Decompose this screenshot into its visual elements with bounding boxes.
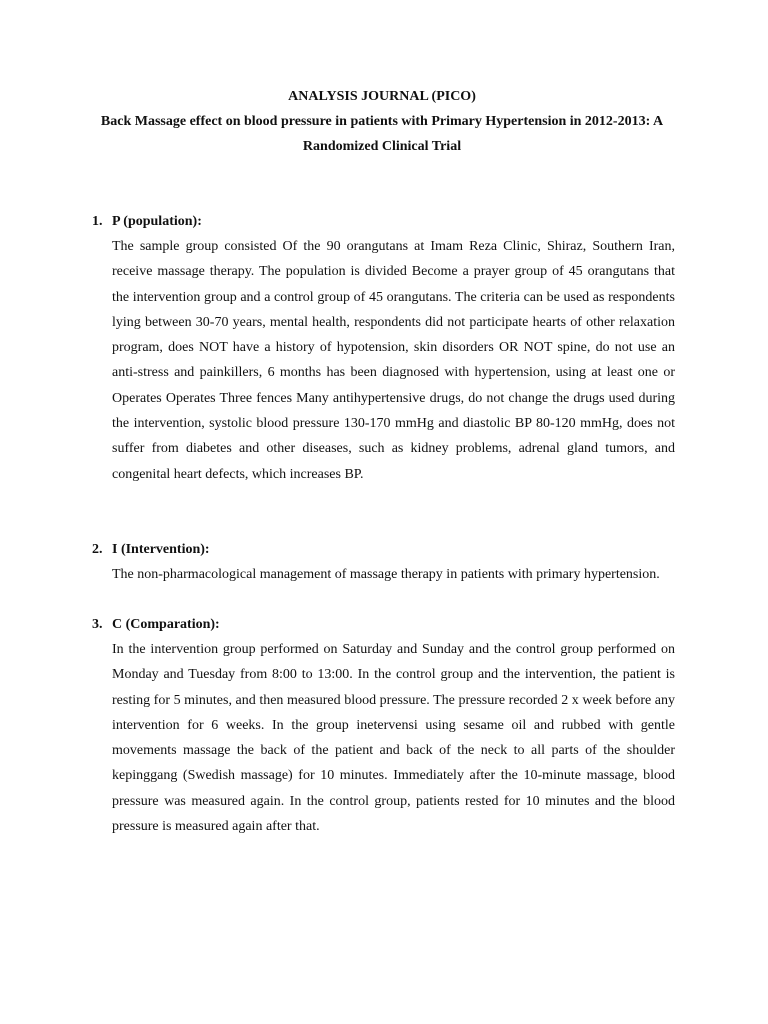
section-title: P (population): bbox=[112, 214, 202, 229]
section-intervention bbox=[92, 537, 675, 587]
section-heading bbox=[92, 612, 675, 637]
document-title: ANALYSIS JOURNAL (PICO) bbox=[288, 89, 476, 104]
section-population bbox=[92, 209, 675, 487]
section-number: 2. bbox=[92, 542, 103, 557]
section-comparation bbox=[92, 612, 675, 839]
section-heading bbox=[92, 209, 675, 234]
section-title: C (Comparation): bbox=[112, 617, 220, 632]
section-body: In the intervention group performed on Saturday and Sunday and the control group performed on Monday and Tuesday from 8:00 to 13:00. In the control group and the intervention, the patient is resting for 5 minutes, and then measured blood pressure. The pressure recorded 2 x week before any intervention for 6 weeks. In the group inetervensi using sesame oil and rubbed with gentle movements massage the back of the patient and back of the neck to all parts of the shoulder kepinggang (Swedish massage) for 10 minutes. Immediately after the 10-minute massage, blood pressure was measured again. In the control group, patients rested for 10 minutes and the blood pressure is measured again after that. bbox=[112, 642, 675, 835]
document-subtitle: Back Massage effect on blood pressure in patients with Primary Hypertension in 2012-2013: A Randomized Clinical Trial bbox=[100, 114, 664, 154]
section-title: I (Intervention): bbox=[112, 542, 210, 557]
section-heading bbox=[92, 537, 675, 562]
section-body: The non-pharmacological management of massage therapy in patients with primary hypertension. bbox=[112, 567, 660, 582]
section-body: The sample group consisted Of the 90 orangutans at Imam Reza Clinic, Shiraz, Southern Iran, receive massage therapy. The population is divided Become a prayer group of 45 orangutans that the intervention group and a control group of 45 orangutans. The criteria can be used as respondents lying between 30-70 years, mental health, respondents did not participate hearts of other relaxation program, does NOT have a history of hypotension, skin disorders OR NOT spine, do not use an anti-stress and painkillers, 6 months has been diagnosed with hypertension, using at least one or Operates Operates Three fences Many antihypertensive drugs, do not change the drugs used during the intervention, systolic blood pressure 130-170 mmHg and diastolic BP 80-120 mmHg, does not suffer from diabetes and other diseases, such as kidney problems, adrenal gland tumors, and congenital heart defects, which increases BP. bbox=[112, 239, 675, 482]
section-number: 1. bbox=[92, 214, 103, 229]
section-number: 3. bbox=[92, 617, 103, 632]
